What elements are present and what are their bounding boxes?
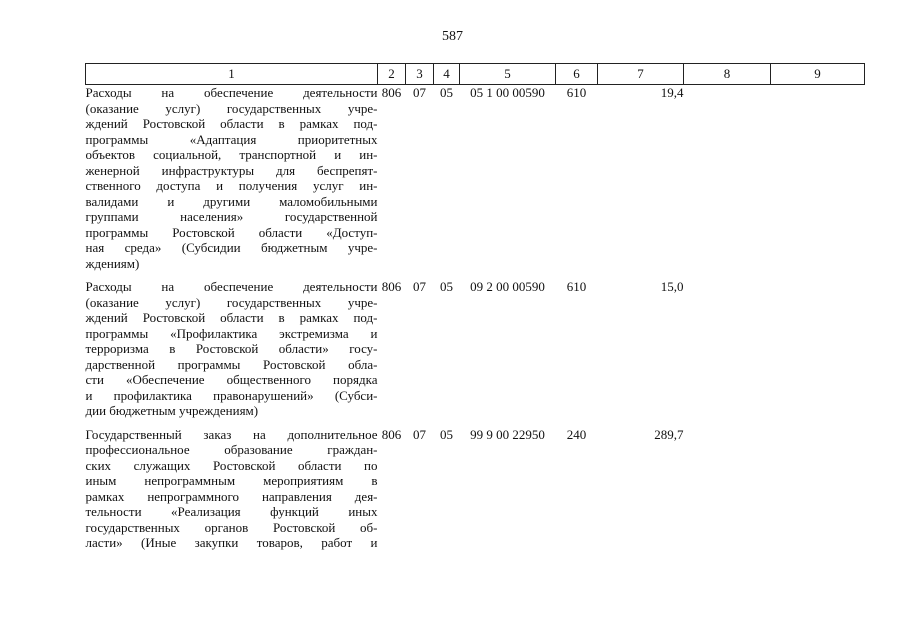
desc-line: программы «Профилактика экстремизма и [85, 325, 378, 341]
header-col-1: 1 [86, 64, 378, 85]
cell-col-5: 09 2 00 00590 [470, 279, 545, 294]
desc-line: дарственной программы Ростовской обла- [85, 356, 378, 372]
desc-line: валидами и другими маломобильными [85, 193, 378, 209]
desc-line: (оказание услуг) государственных учре- [85, 100, 378, 116]
cell-col-2: 806 [381, 85, 402, 100]
header-col-4: 4 [434, 64, 460, 85]
desc-line: ждений Ростовской области в рамках под- [85, 310, 378, 325]
cell-col-6: 610 [566, 279, 587, 294]
cell-col-8 [684, 85, 771, 280]
cell-col-3: 07 [413, 279, 426, 294]
cell-col-3: 07 [413, 426, 426, 442]
cell-col-6: 240 [566, 426, 587, 442]
desc-line: ждениям) [85, 255, 140, 271]
desc-line: Расходы на обеспечение деятельности [85, 279, 378, 294]
desc-line: рамках непрограммного направления дея- [85, 488, 378, 504]
desc-line: государственных органов Ростовской об- [85, 519, 378, 535]
desc-line: Расходы на обеспечение деятельности [85, 85, 378, 100]
cell-col-9 [771, 85, 865, 280]
header-col-6: 6 [556, 64, 598, 85]
row-description [86, 279, 378, 427]
desc-line: сти «Обеспечение общественного порядка [85, 372, 378, 387]
desc-line: группами населения» государственной [85, 209, 378, 224]
desc-line: тельности «Реализация функций иных [85, 504, 378, 519]
desc-line: ственного доступа и получения услуг ин- [85, 178, 378, 193]
desc-line: и профилактика правонарушений» (Субси- [85, 387, 378, 403]
desc-line: (оказание услуг) государственных учре- [85, 294, 378, 310]
header-col-7: 7 [598, 64, 684, 85]
cell-col-2: 806 [381, 426, 402, 442]
budget-table [85, 63, 865, 551]
desc-line: объектов социальной, транспортной и ин- [85, 147, 378, 162]
page-number: 587 [442, 29, 463, 44]
desc-line: ждений Ростовской области в рамках под- [85, 116, 378, 131]
cell-col-5: 05 1 00 00590 [470, 85, 545, 100]
desc-line: ласти» (Иные закупки товаров, работ и [85, 535, 378, 550]
header-col-2: 2 [378, 64, 406, 85]
table-header-row [86, 64, 865, 85]
cell-col-7: 19,4 [660, 85, 684, 100]
table-row [86, 427, 865, 551]
desc-line: программы Ростовской области «Доступ- [85, 224, 378, 240]
header-col-8: 8 [684, 64, 771, 85]
desc-line: профессиональное образование граждан- [85, 442, 378, 457]
desc-line: ная среда» (Субсидии бюджетным учре- [85, 240, 378, 255]
desc-line: Государственный заказ на дополнительное [85, 426, 378, 442]
desc-line: иным непрограммным мероприятиям в [85, 473, 378, 488]
cell-col-7: 15,0 [660, 279, 684, 294]
cell-col-4: 05 [440, 279, 453, 294]
desc-line: ских служащих Ростовской области по [85, 457, 378, 473]
row-description [86, 85, 378, 280]
cell-col-8 [684, 427, 771, 551]
desc-line: дии бюджетным учреждениям) [85, 403, 259, 418]
cell-col-5: 99 9 00 22950 [470, 426, 545, 442]
cell-col-9 [771, 427, 865, 551]
cell-col-2: 806 [381, 279, 402, 294]
cell-col-6: 610 [566, 85, 587, 100]
desc-line: программы «Адаптация приоритетных [85, 131, 378, 147]
cell-col-7: 289,7 [654, 426, 684, 442]
desc-line: терроризма в Ростовской области» госу- [85, 341, 378, 356]
header-col-3: 3 [406, 64, 434, 85]
table-row [86, 279, 865, 427]
cell-col-4: 05 [440, 426, 453, 442]
cell-col-9 [771, 279, 865, 427]
cell-col-8 [684, 279, 771, 427]
header-col-5: 5 [460, 64, 556, 85]
row-description [86, 427, 378, 551]
header-col-9: 9 [771, 64, 865, 85]
desc-line: женерной инфраструктуры для беспрепят- [85, 162, 378, 178]
cell-col-3: 07 [413, 85, 426, 100]
table-row [86, 85, 865, 280]
cell-col-4: 05 [440, 85, 453, 100]
